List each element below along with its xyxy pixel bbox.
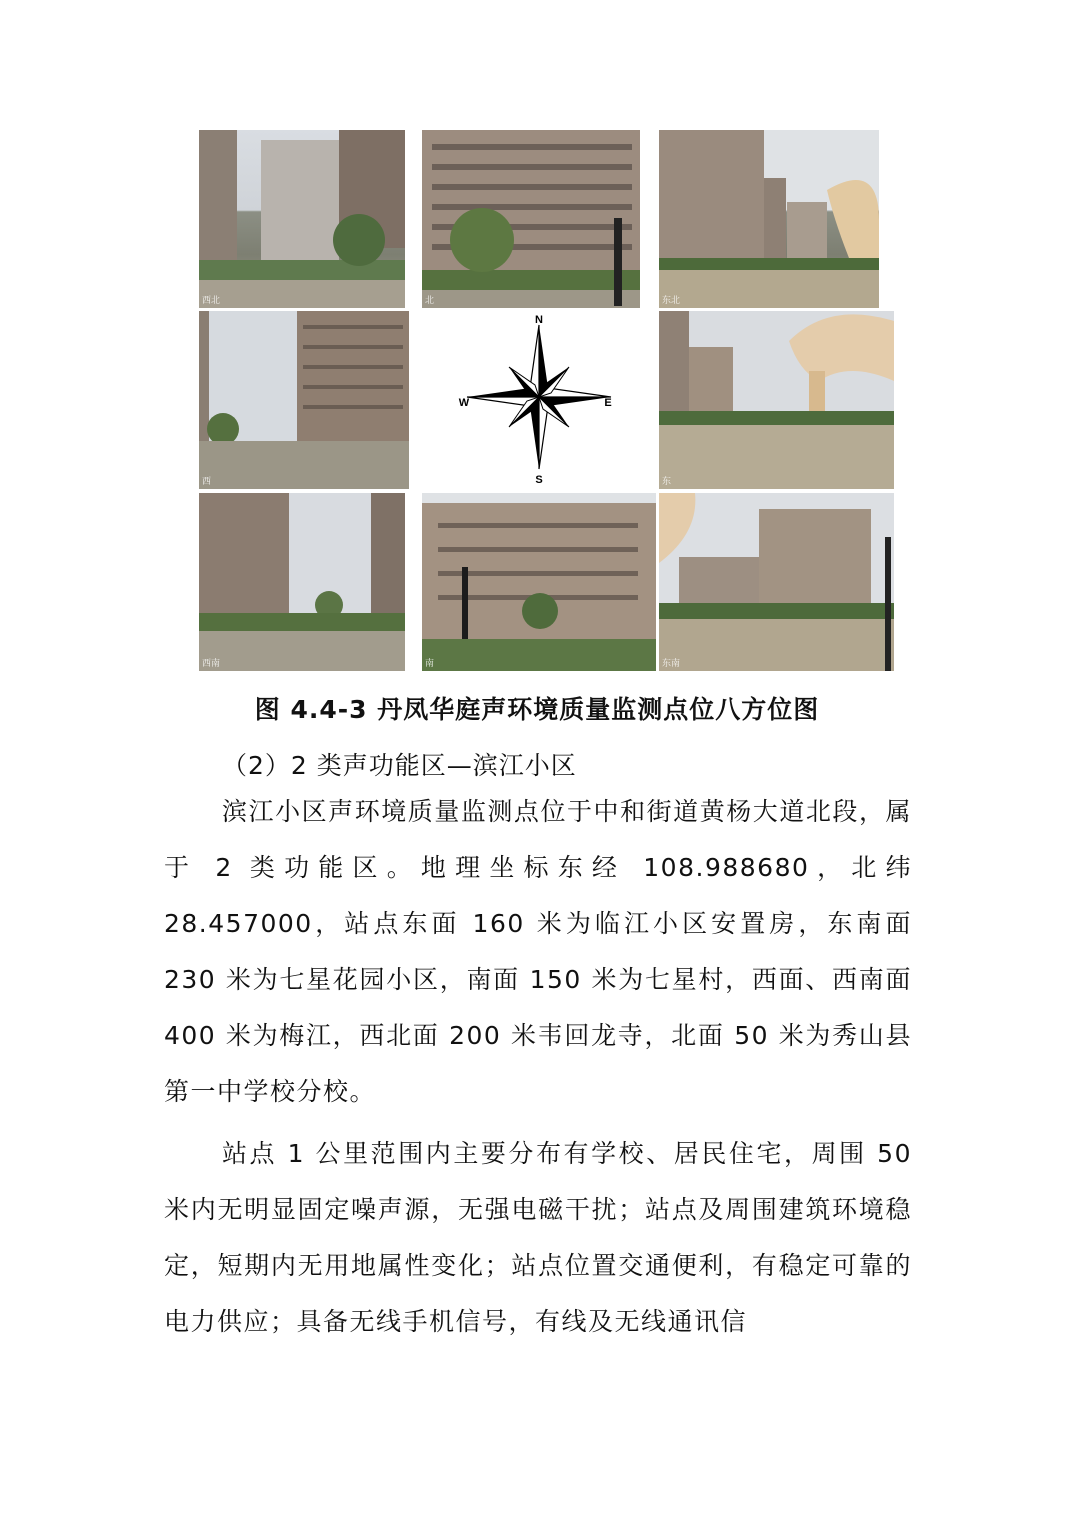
photo-east	[659, 311, 894, 489]
compass-label-w: W	[458, 397, 470, 409]
photo-label: 东	[662, 477, 672, 487]
photo-northwest	[199, 130, 405, 308]
photo-label: 西北	[202, 296, 221, 306]
photo-label: 西南	[202, 659, 221, 669]
compass-label-s: S	[535, 474, 543, 486]
photo-south	[422, 493, 656, 671]
photo-north	[422, 130, 640, 308]
body-paragraph: 站点 1 公里范围内主要分布有学校、居民住宅，周围 50 米内无明显固定噪声源，无强电磁干扰；站点及周围建筑环境稳定，短期内无用地属性变化；站点位置交通便利，有稳定可靠的电力供应；具备无线手机信号，有线及无线通讯信	[164, 1139, 912, 1336]
photo-southwest	[199, 493, 405, 671]
photo-label: 西	[202, 477, 212, 487]
photo-label: 东南	[662, 659, 681, 669]
photo-southeast	[659, 493, 894, 671]
compass-rose	[422, 311, 656, 489]
compass-label-n: N	[535, 314, 543, 326]
photo-northeast	[659, 130, 879, 308]
photo-west	[199, 311, 409, 489]
figure-caption: 图 4.4-3 丹凤华庭声环境质量监测点位八方位图	[254, 695, 820, 724]
section-heading: （2）2 类声功能区—滨江小区	[222, 751, 577, 780]
photo-label: 南	[425, 659, 435, 669]
body-paragraph: 滨江小区声环境质量监测点位于中和街道黄杨大道北段，属于 2 类功能区。地理坐标东经 108.988680，北纬 28.457000，站点东面 160 米为临江小区安置房，东南面 230 米为七星花园小区，南面 150 米为七星村，西面、西南面 400 米为梅江，西北面 200 米韦回龙寺，北面 50 米为秀山县第一中学校分校。	[164, 797, 912, 1106]
photo-label: 北	[425, 296, 435, 306]
photo-label: 东北	[662, 296, 681, 306]
compass-label-e: E	[604, 397, 612, 409]
